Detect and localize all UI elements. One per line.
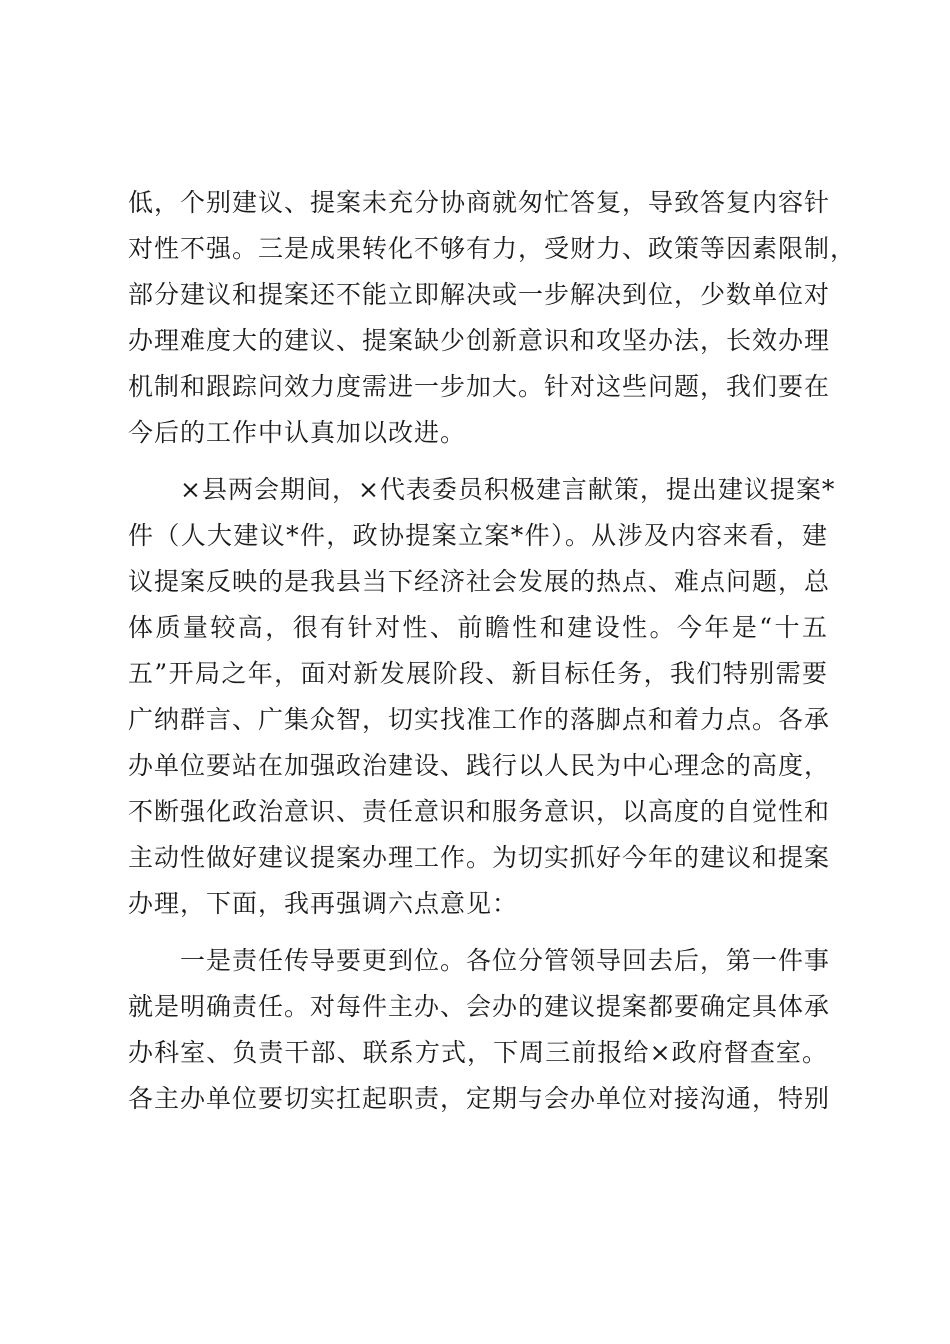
text-line: ×县两会期间，×代表委员积极建言献策，提出建议提案* bbox=[128, 475, 836, 504]
text-line: 就是明确责任。对每件主办、会办的建议提案都要确定具体承 bbox=[128, 992, 831, 1021]
text-line: 体质量较高，很有针对性、前瞻性和建设性。今年是“十五 bbox=[128, 613, 828, 642]
text-line: 一是责任传导要更到位。各位分管领导回去后，第一件事 bbox=[128, 946, 831, 975]
paragraph-3 bbox=[128, 938, 831, 1122]
text-line: 广纳群言、广集众智，切实找准工作的落脚点和着力点。各承 bbox=[128, 705, 831, 734]
text-line: 各主办单位要切实扛起职责，定期与会办单位对接沟通，特别 bbox=[128, 1084, 831, 1113]
text-line: 不断强化政治意识、责任意识和服务意识，以高度的自觉性和 bbox=[128, 797, 831, 826]
text-line: 办理，下面，我再强调六点意见： bbox=[128, 889, 519, 918]
text-line: 机制和跟踪问效力度需进一步加大。针对这些问题，我们要在 bbox=[128, 372, 831, 401]
text-line: 低，个别建议、提案未充分协商就匆忙答复，导致答复内容针 bbox=[128, 188, 831, 217]
text-line: 今后的工作中认真加以改进。 bbox=[128, 418, 467, 447]
text-line: 议提案反映的是我县当下经济社会发展的热点、难点问题，总 bbox=[128, 567, 831, 596]
text-line: 主动性做好建议提案办理工作。为切实抓好今年的建议和提案 bbox=[128, 843, 831, 872]
text-line: 办单位要站在加强政治建设、践行以人民为中心理念的高度， bbox=[128, 751, 831, 780]
text-line: 件（人大建议*件，政协提案立案*件）。从涉及内容来看，建 bbox=[128, 521, 828, 550]
text-line: 部分建议和提案还不能立即解决或一步解决到位，少数单位对 bbox=[128, 280, 831, 309]
document-body bbox=[128, 180, 857, 1133]
text-line: 对性不强。三是成果转化不够有力，受财力、政策等因素限制， bbox=[128, 234, 857, 263]
text-line: 办理难度大的建议、提案缺少创新意识和攻坚办法，长效办理 bbox=[128, 326, 831, 355]
paragraph-2 bbox=[128, 467, 836, 927]
text-line: 办科室、负责干部、联系方式，下周三前报给×政府督查室。 bbox=[128, 1038, 828, 1067]
text-line: 五”开局之年，面对新发展阶段、新目标任务，我们特别需要 bbox=[128, 659, 828, 688]
paragraph-1 bbox=[128, 180, 857, 456]
